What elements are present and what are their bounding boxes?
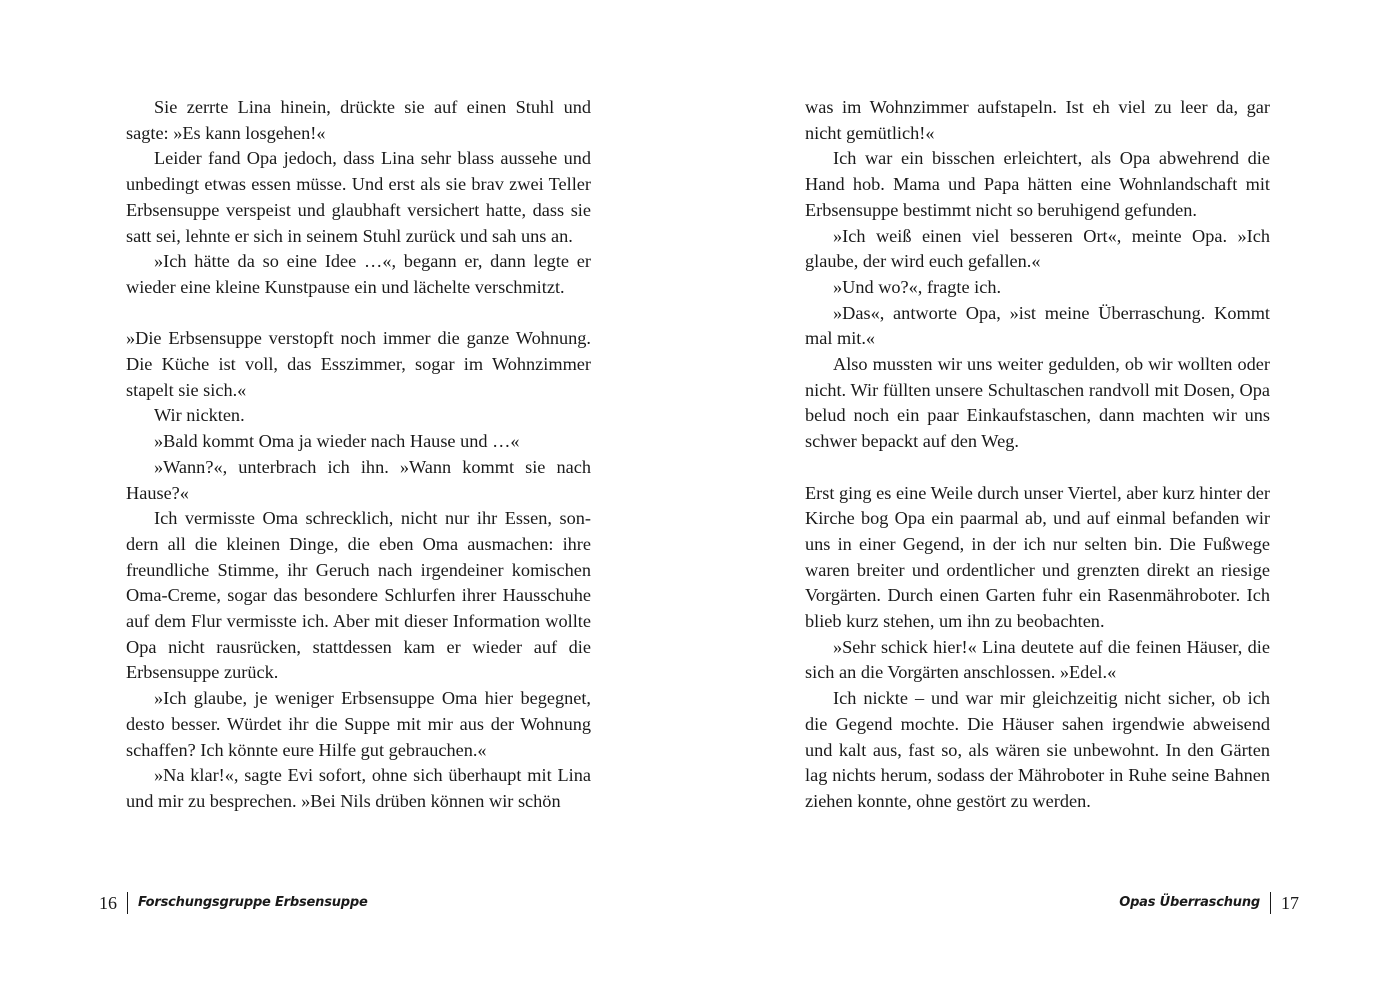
paragraph: Ich nickte – und war mir gleichzeitig nicht sicher, ob ich die Gegend mochte. Die Häuser sahen irgendwie abweisend und kalt aus, fast so, als wären sie unbewohnt. In den Gärten lag nichts herum, sodass der Mähroboter in Ruhe seine Bahnen ziehen konnte, ohne gestört zu werden. — [805, 688, 1270, 811]
left-page-footer — [99, 891, 368, 915]
paragraph: Ich war ein bisschen erleichtert, als Opa abwehrend die Hand hob. Mama und Papa hätten eine Wohnlandschaft mit Erbsensuppe bestimmt nicht so beruhigend gefunden. — [805, 148, 1270, 220]
paragraph: Ich vermisste Oma schrecklich, nicht nur ihr Essen, sondern all die kleinen Dinge, die eben Oma ausmachen: ihre freundliche Stimme, ihr Geruch nach irgendeiner komischen Oma-Creme, sogar das besondere Schlurfen ihrer Hausschuhe auf dem Flur vermisste ich. Aber mit dieser Information wollte Opa nicht rausrücken, stattdessen kam er wieder auf die Erbsensuppe zurück. — [126, 508, 591, 683]
right-page-footer — [1119, 891, 1299, 915]
page-number: 16 — [99, 893, 117, 913]
paragraph: was im Wohnzimmer aufstapeln. Ist eh viel zu leer da, gar nicht gemütlich!« — [805, 97, 1270, 143]
left-text-column — [126, 95, 591, 815]
right-page — [697, 0, 1395, 1000]
paragraph: »Na klar!«, sagte Evi sofort, ohne sich überhaupt mit Lina und mir zu besprechen. »Bei Nils drüben können wir schön — [126, 765, 591, 811]
paragraph: Sie zerrte Lina hinein, drückte sie auf einen Stuhl und sagte: »Es kann losgehen!« — [126, 97, 591, 143]
paragraph: Leider fand Opa jedoch, dass Lina sehr blass aussehe und unbedingt etwas essen müsse. Und erst als sie brav zwei Teller Erbsensuppe verspeist und glaubhaft versichert hatte, dass sie satt sei, lehnte er sich in seinem Stuhl zurück und sah uns an. — [126, 148, 591, 246]
paragraph: »Bald kommt Oma ja wieder nach Hause und …« — [154, 431, 520, 452]
section-break — [805, 455, 1270, 481]
paragraph: »Ich weiß einen viel besseren Ort«, meinte Opa. »Ich glaube, der wird euch gefallen.« — [805, 225, 1270, 272]
paragraph: »Ich hätte da so eine Idee …«, begann er, dann legte er wieder eine kleine Kunstpause ein und lächelte verschmitzt. — [126, 251, 591, 297]
paragraph: »Wann?«, unterbrach ich ihn. »Wann kommt sie nach Hause?« — [126, 456, 591, 503]
right-text-column — [805, 95, 1270, 815]
section-break — [126, 301, 591, 327]
page-number: 17 — [1281, 893, 1299, 913]
paragraph: »Die Erbsensuppe verstopft noch immer die ganze Wohnung. Die Küche ist voll, das Esszimmer, sogar im Wohnzimmer stapelt sie sich.« — [126, 328, 591, 400]
running-title: Forschungsgruppe Erbsensuppe — [138, 895, 368, 910]
paragraph: Erst ging es eine Weile durch unser Viertel, aber kurz hinter der Kirche bog Opa ein paarmal ab, und auf einmal befanden wir uns in einer Gegend, in der ich nur selten bin. Die Fußwege waren breiter und ordentlicher und grenzten direkt an riesige Vorgärten. Durch einen Garten fuhr ein Rasenmähroboter. Ich blieb kurz stehen, um ihn zu beobachten. — [805, 482, 1270, 632]
paragraph: »Das«, antworte Opa, »ist meine Überraschung. Kommt mal mit.« — [805, 302, 1270, 349]
paragraph: Wir nickten. — [154, 405, 245, 426]
left-page — [0, 0, 697, 1000]
paragraph: »Ich glaube, je weniger Erbsensuppe Oma hier begegnet, desto besser. Würdet ihr die Suppe mit mir aus der Wohnung schaffen? Ich könnte eure Hilfe gut gebrauchen.« — [126, 688, 591, 760]
running-title: Opas Überraschung — [1119, 895, 1260, 910]
footer-divider — [1270, 892, 1271, 914]
paragraph: Also mussten wir uns weiter gedulden, ob wir wollten oder nicht. Wir füllten unsere Schultaschen randvoll mit Dosen, Opa belud noch ein paar Einkaufstaschen, dann machten wir uns schwer bepackt auf den Weg. — [805, 354, 1270, 452]
footer-divider — [127, 892, 128, 914]
paragraph: »Und wo?«, fragte ich. — [833, 276, 1002, 297]
paragraph: »Sehr schick hier!« Lina deutete auf die feinen Häuser, die sich an die Vorgärten anschlossen. »Edel.« — [805, 636, 1270, 683]
